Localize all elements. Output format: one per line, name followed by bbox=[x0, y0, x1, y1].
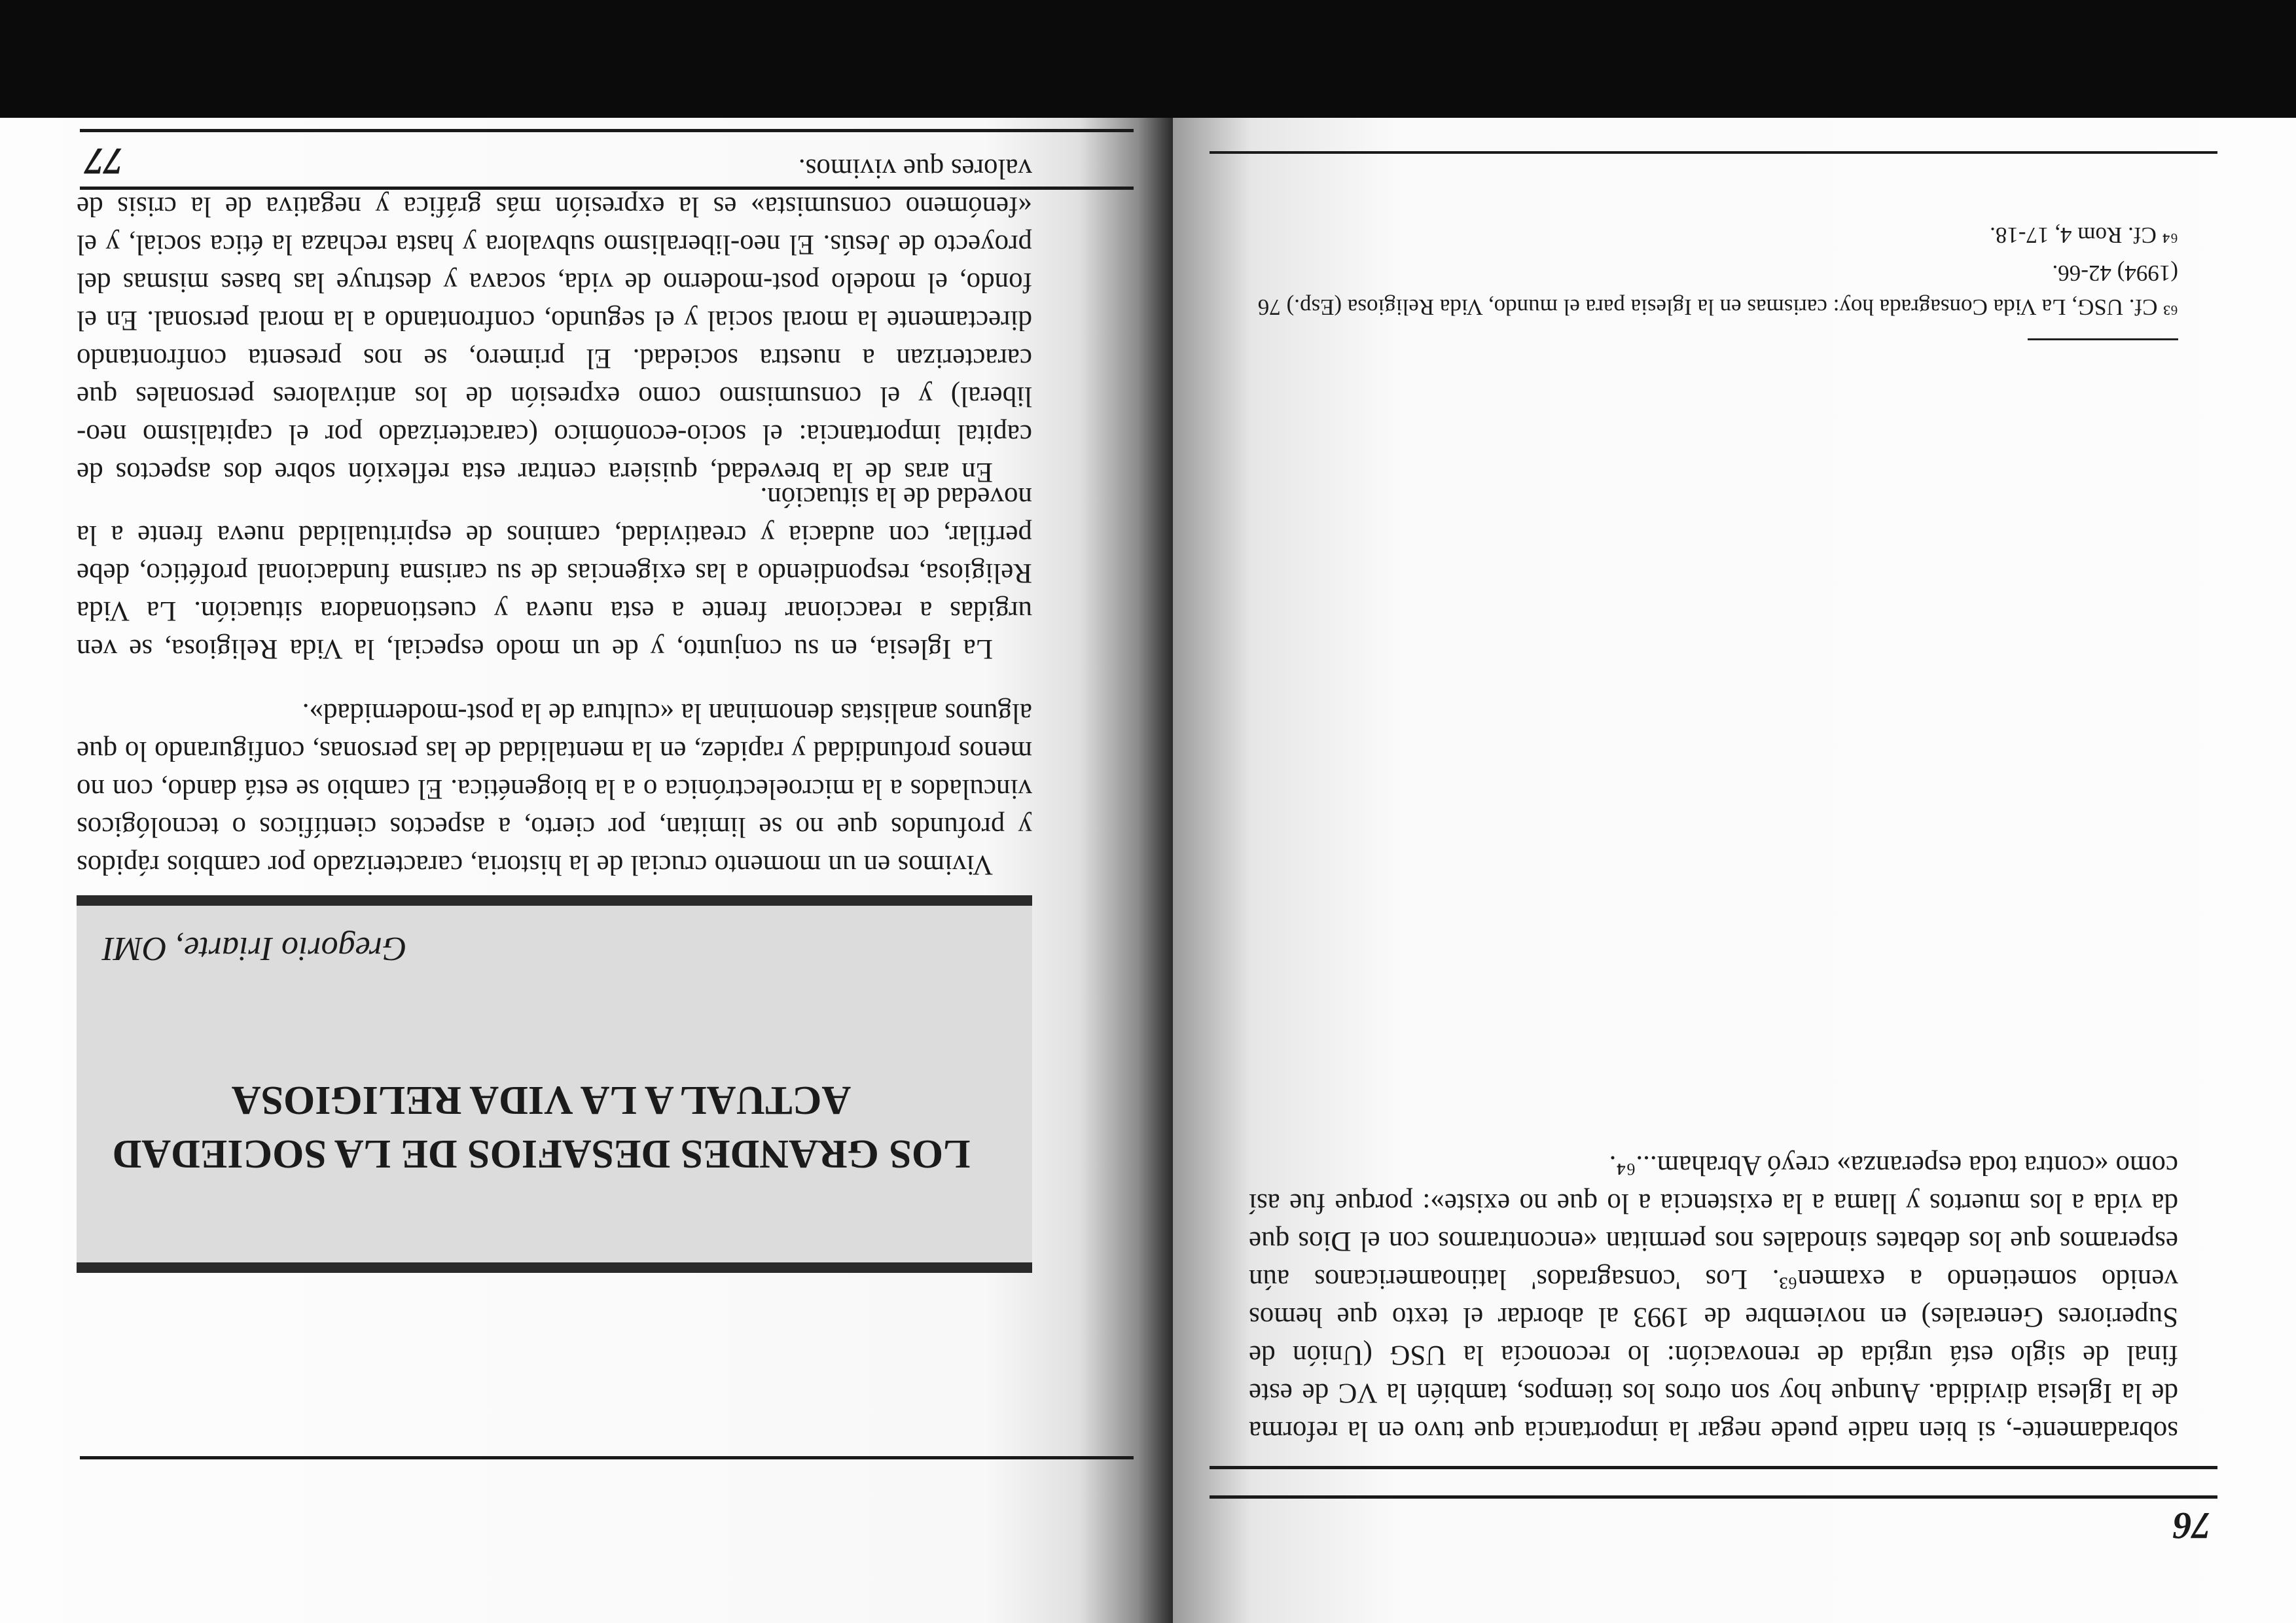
footnote-63: ⁶³ Cf. USG, La Vida Consagrada hoy: carismas en la Iglesia para el mundo, Vida Religiosa (Esp.) 76 (1994) 42-66. bbox=[1257, 260, 2178, 320]
page-76 bbox=[1173, 118, 2296, 1623]
header-rule bbox=[80, 1456, 1134, 1459]
footer-rule bbox=[80, 129, 1134, 132]
body-paragraph: sobradamente-, si bien nadie puede negar la importancia que tuvo en la reforma de la Iglesia dividida. Aunque hoy son otros los tiempos, también la VC de este final de siglo está urgida de renovación: lo reconocía la USG (Unión de Superiores Generales) en noviembre de 1993 al abordar el texto que hemos venido sometiendo a examen⁶³. Los 'consagrados' latinoamericanos aún esperamos que los debates sinodales nos permitan «encontrarnos con el Dios que da vida a los muertos y llama a la existencia a lo que no existe»: porque fue así como «contra toda esperanza» creyó Abraham...⁶⁴. bbox=[1249, 1150, 2178, 1446]
body-paragraph: La Iglesia, en su conjunto, y de un modo especial, la Vida Religiosa, se ven urgidas a reaccionar frente a esta nueva y cuestionadora situación. La Vida Religiosa, respondiendo a las exigencias de su carisma fundacional profético, debe perfilar, con audacia y creatividad, caminos de espiritualidad nueva frente a la novedad de la situación. bbox=[77, 482, 1032, 664]
page-number: 77 bbox=[85, 140, 123, 183]
footnote-rule bbox=[2028, 338, 2178, 340]
chapter-title-box bbox=[77, 895, 1032, 1273]
chapter-title: LOS GRANDES DESAFIOS DE LA SOCIEDAD ACTUAL A LA VIDA RELIGIOSA bbox=[112, 1078, 971, 1176]
header-rule bbox=[1210, 1466, 2217, 1469]
page-77 bbox=[0, 118, 1173, 1623]
body-paragraph: Vivimos en un momento crucial de la historia, caracterizado por cambios rápidos y profundos que no se limitan, por cierto, a aspectos científicos o tecnológicos vinculados a la microelectrónica o a la biogenética. El cambio se está dando, con no menos profundidad y rapidez, en la mentalidad de las personas, configurando lo que algunos analistas denominan la «cultura de la post-modernidad». bbox=[77, 698, 1032, 880]
chapter-author: Gregorio Iriarte, OMI bbox=[103, 930, 407, 967]
footer-rule bbox=[1210, 151, 2217, 154]
footer-rule bbox=[80, 187, 1134, 190]
footnote-64: ⁶⁴ Cf. Rom 4, 17-18. bbox=[1990, 223, 2178, 248]
page-number: 76 bbox=[2173, 1505, 2211, 1547]
scan-border bbox=[0, 0, 2296, 118]
header-rule bbox=[1210, 1495, 2217, 1499]
body-paragraph: En aras de la brevedad, quisiera centrar esta reflexión sobre dos aspectos de capital importancia: el socio-económico (caracterizado por el capitalismo neo-liberal) y el consumismo como expresión de los antivalores personales que caracterizan a nuestra sociedad. El primero, se nos presenta confrontando directamente la moral social y el segundo, confrontando a la moral personal. En el fondo, el modelo post-moderno de vida, socava y destruye las bases mismas del proyecto de Jesús. El neo-liberalismo subvalora y hasta rechaza la ética social, y el «fenómeno consumista» es la expresión más gráfica y negativa de la crisis de valores que vivimos. bbox=[77, 153, 1032, 488]
